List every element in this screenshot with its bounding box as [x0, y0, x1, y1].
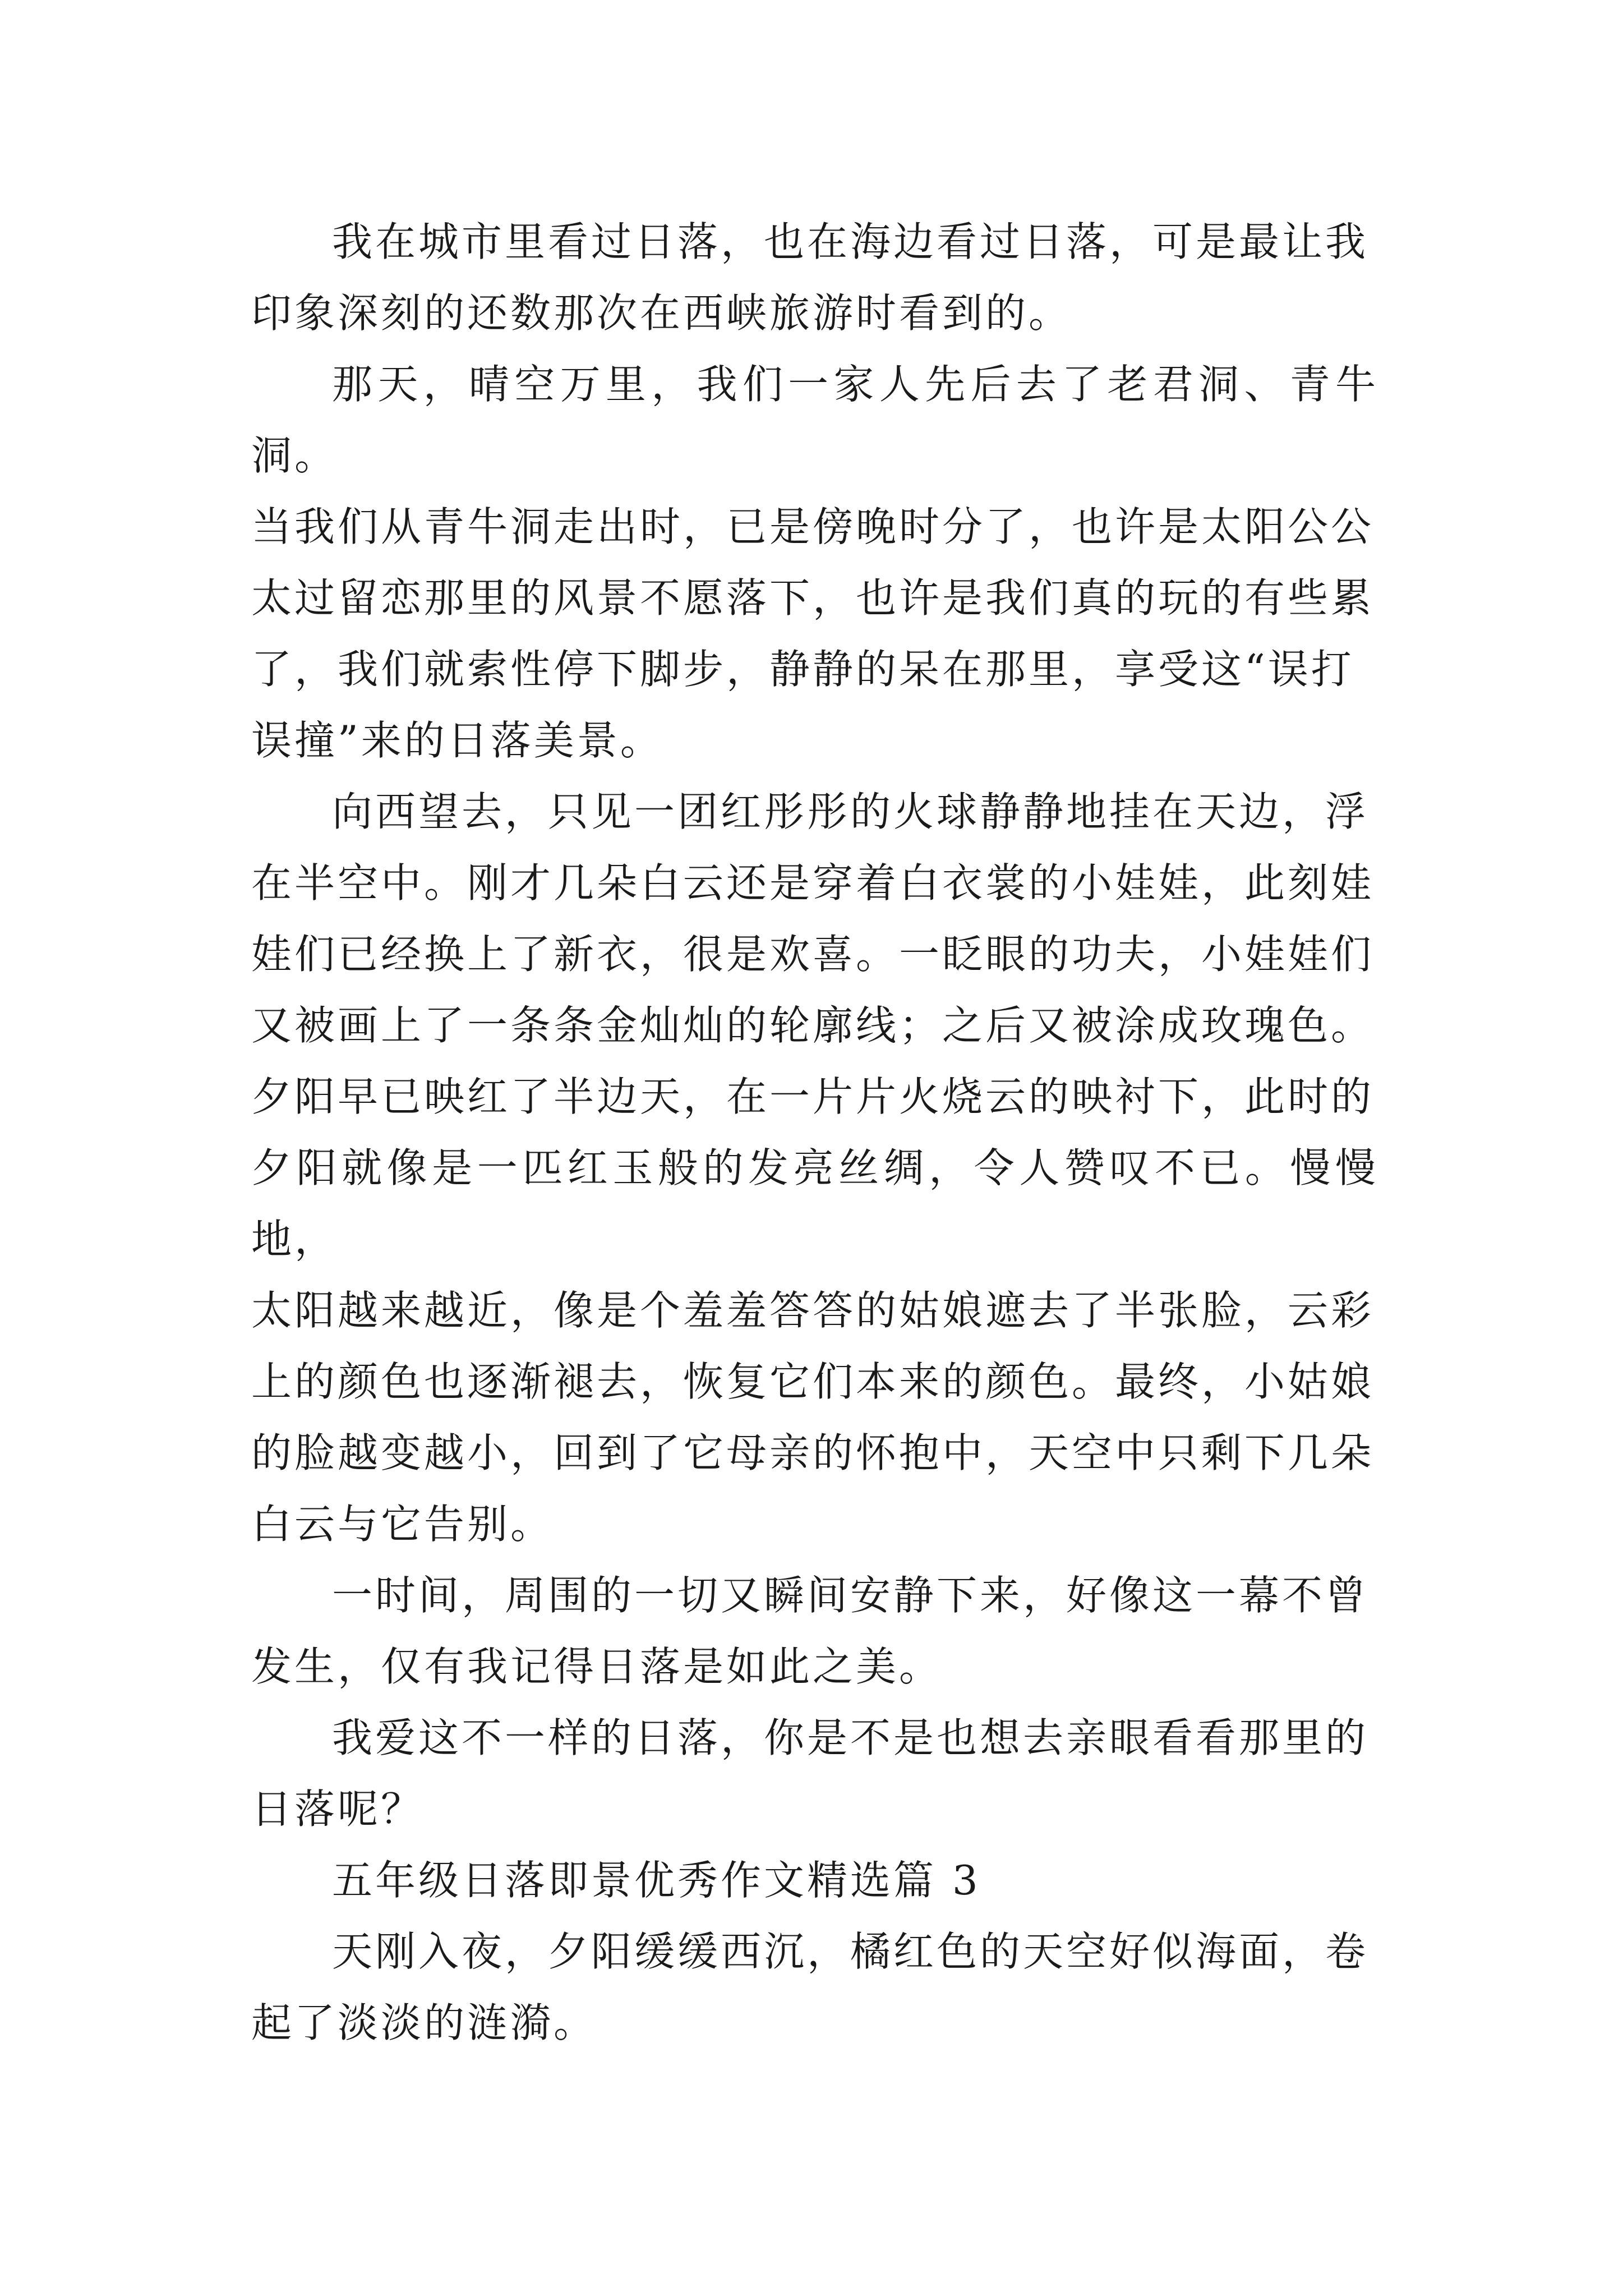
paragraph-2: 那天，晴空万里，我们一家人先后去了老君洞、青牛洞。 当我们从青牛洞走出时，已是傍晚时分了，也许是太阳公公 太过留恋那里的风景不愿落下，也许是我们真的玩的有些累 了，我们就索性停下脚步，静静的呆在那里，享受这“误打 误撞”来的日落美景。 [251, 361, 1378, 764]
paragraph-6: 天刚入夜，夕阳缓缓西沉，橘红色的天空好似海面，卷 起了淡淡的涟漪。 [251, 1928, 1369, 2046]
paragraph-1: 我在城市里看过日落，也在海边看过日落，可是最让我 印象深刻的还数那次在西峡旅游时看到的。 [251, 218, 1369, 337]
paragraph-4: 一时间，周围的一切又瞬间安静下来，好像这一幕不曾 发生，仅有我记得日落是如此之美。 [251, 1572, 1369, 1690]
section-heading: 五年级日落即景优秀作文精选篇 3 [332, 1857, 981, 1904]
paragraph-5: 我爱这不一样的日落，你是不是也想去亲眼看看那里的 日落呢？ [251, 1714, 1369, 1833]
document-body [251, 206, 1378, 2059]
paragraph-3: 向西望去，只见一团红彤彤的火球静静地挂在天边，浮 在半空中。刚才几朵白云还是穿着白衣裳的小娃娃，此刻娃 娃们已经换上了新衣，很是欢喜。一眨眼的功夫，小娃娃们 又被画上了一条条金灿灿的轮廓线；之后又被涂成玫瑰色。 夕阳早已映红了半边天，在一片片火烧云的映衬下，此时的 夕阳就像是一匹红玉般的发亮丝绸，令人赞叹不已。慢慢地， 太阳越来越近，像是个羞羞答答的姑娘遮去了半张脸，云彩 上的颜色也逐渐褪去，恢复它们本来的颜色。最终，小姑娘 的脸越变越小，回到了它母亲的怀抱中，天空中只剩下几朵 白云与它告别。 [251, 788, 1378, 1548]
